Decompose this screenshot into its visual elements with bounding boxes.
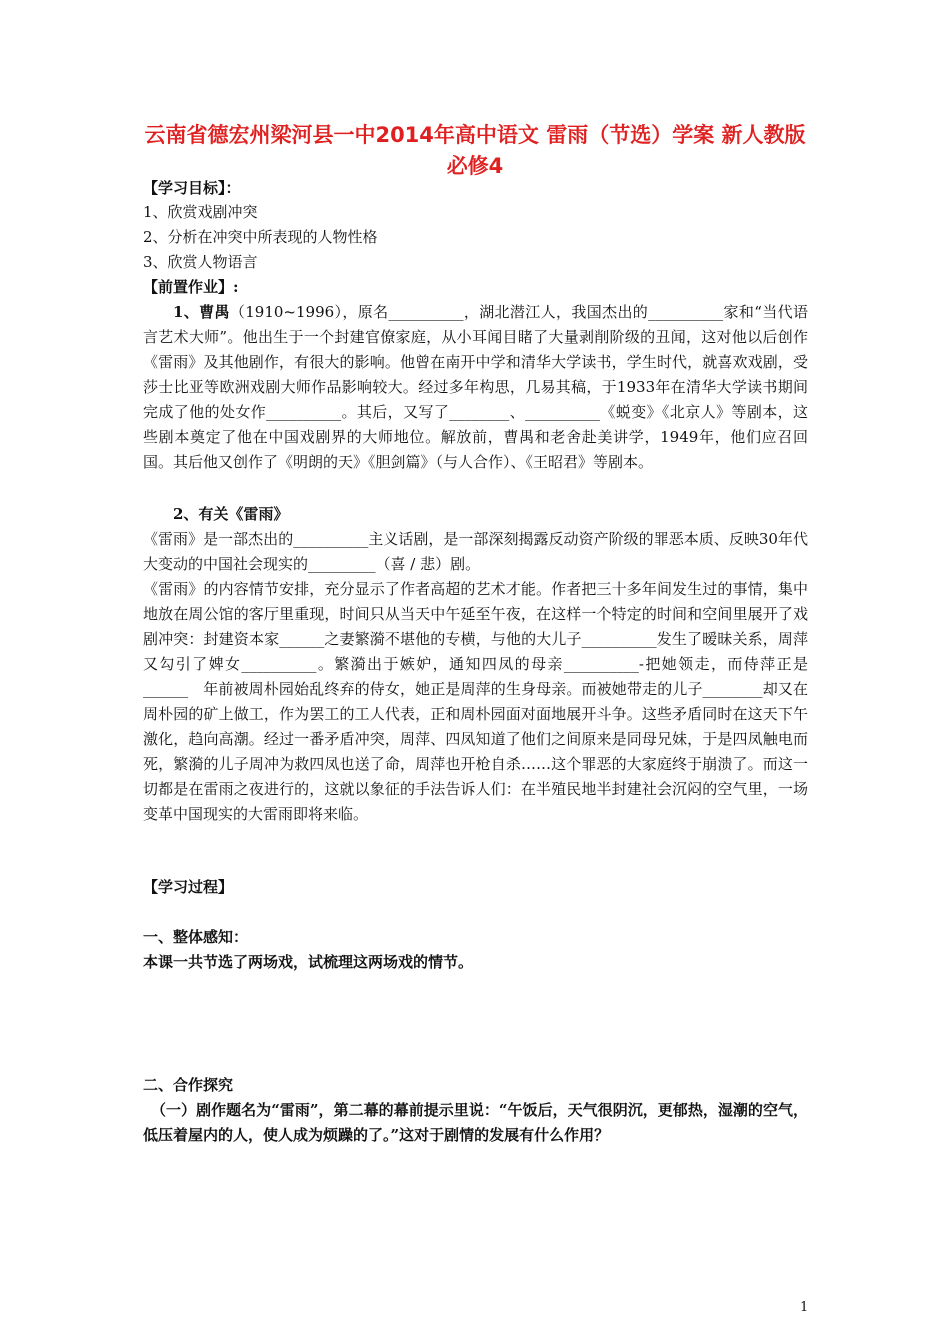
item1-paragraph xyxy=(143,300,808,475)
goal-item: 3、欣赏人物语言 xyxy=(143,253,258,271)
item2-paragraph-2: 《雷雨》的内容情节安排，充分显示了作者高超的艺术才能。作者把三十多年间发生过的事情，集中地放在周公馆的客厅里重现，时间只从当天中午延至午夜，在这样一个特定的时间和空间里展开了戏剧冲突：封建资本家______之妻繁漪不堪他的专横，与他的大儿子__________发生了暧昧关系，周萍又勾引了婢女__________。繁漪出于嫉妒，通知四凤的母亲__________-把她领走，而侍萍正是______ 年前被周朴园始乱终弃的侍女，她正是周萍的生身母亲。而被她带走的儿子________却又在周朴园的矿上做工，作为罢工的工人代表，正和周朴园面对面地展开斗争。这些矛盾同时在这天下午激化，趋向高潮。经过一番矛盾冲突，周萍、四凤知道了他们之间原来是同母兄妹，于是四凤触电而死，繁漪的儿子周冲为救四凤也送了命，周萍也开枪自杀……这个罪恶的大家庭终于崩溃了。而这一切都是在雷雨之夜进行的，这就以象征的手法告诉人们：在半殖民地半封建社会沉闷的空气里，一场变革中国现实的大雷雨即将来临。 xyxy=(143,580,808,823)
goals-heading: 【学习目标】： xyxy=(143,179,241,197)
section2-heading: 二、合作探究 xyxy=(143,1076,234,1094)
prework-heading: 【前置作业】: xyxy=(143,278,239,296)
section2-question-1: （一）剧作题名为“雷雨”，第二幕的幕前提示里说：“午饭后，天气很阴沉，更郁热，湿潮的空气，低压着屋内的人，使人成为烦躁的了。”这对于剧情的发展有什么作用？ xyxy=(143,1101,808,1144)
goal-item: 1、欣赏戏剧冲突 xyxy=(143,203,258,221)
section1-text: 本课一共节选了两场戏，试梳理这两场戏的情节。 xyxy=(143,953,474,971)
item2-heading: 2、有关《雷雨》 xyxy=(173,505,289,523)
section1-heading: 一、整体感知： xyxy=(143,928,249,946)
process-heading: 【学习过程】 xyxy=(143,878,234,896)
item1-text: （1910~1996），原名__________，湖北潜江人，我国杰出的__________家和“当代语言艺术大师”。他出生于一个封建官僚家庭，从小耳闻目睹了大量剥削阶级的丑闻，这对他以后创作《雷雨》及其他剧作，有很大的影响。他曾在南开中学和清华大学读书，学生时代，就喜欢戏剧，受莎士比亚等欧洲戏剧大师作品影响较大。经过多年构思，几易其稿，于1933年在清华大学读书期间完成了他的处女作__________。其后，又写了________、__________《蜕变》《北京人》等剧本，这些剧本奠定了他在中国戏剧界的大师地位。解放前，曹禺和老舍赴美讲学，1949年，他们应召回国。其后他又创作了《明朗的天》《胆剑篇》（与人合作）、《王昭君》等剧本。 xyxy=(143,303,809,471)
item2-paragraph-1: 《雷雨》是一部杰出的__________主义话剧，是一部深刻揭露反动资产阶级的罪恶本质、反映30年代大变动的中国社会现实的_________（喜 / 悲）剧。 xyxy=(143,530,808,573)
document-title: 云南省德宏州梁河县一中2014年高中语文 雷雨（节选）学案 新人教版必修4 xyxy=(144,123,806,178)
item1-label: 1、曹禺 xyxy=(173,303,230,321)
page-number: 1 xyxy=(800,1300,809,1315)
goal-item: 2、分析在冲突中所表现的人物性格 xyxy=(143,228,378,246)
